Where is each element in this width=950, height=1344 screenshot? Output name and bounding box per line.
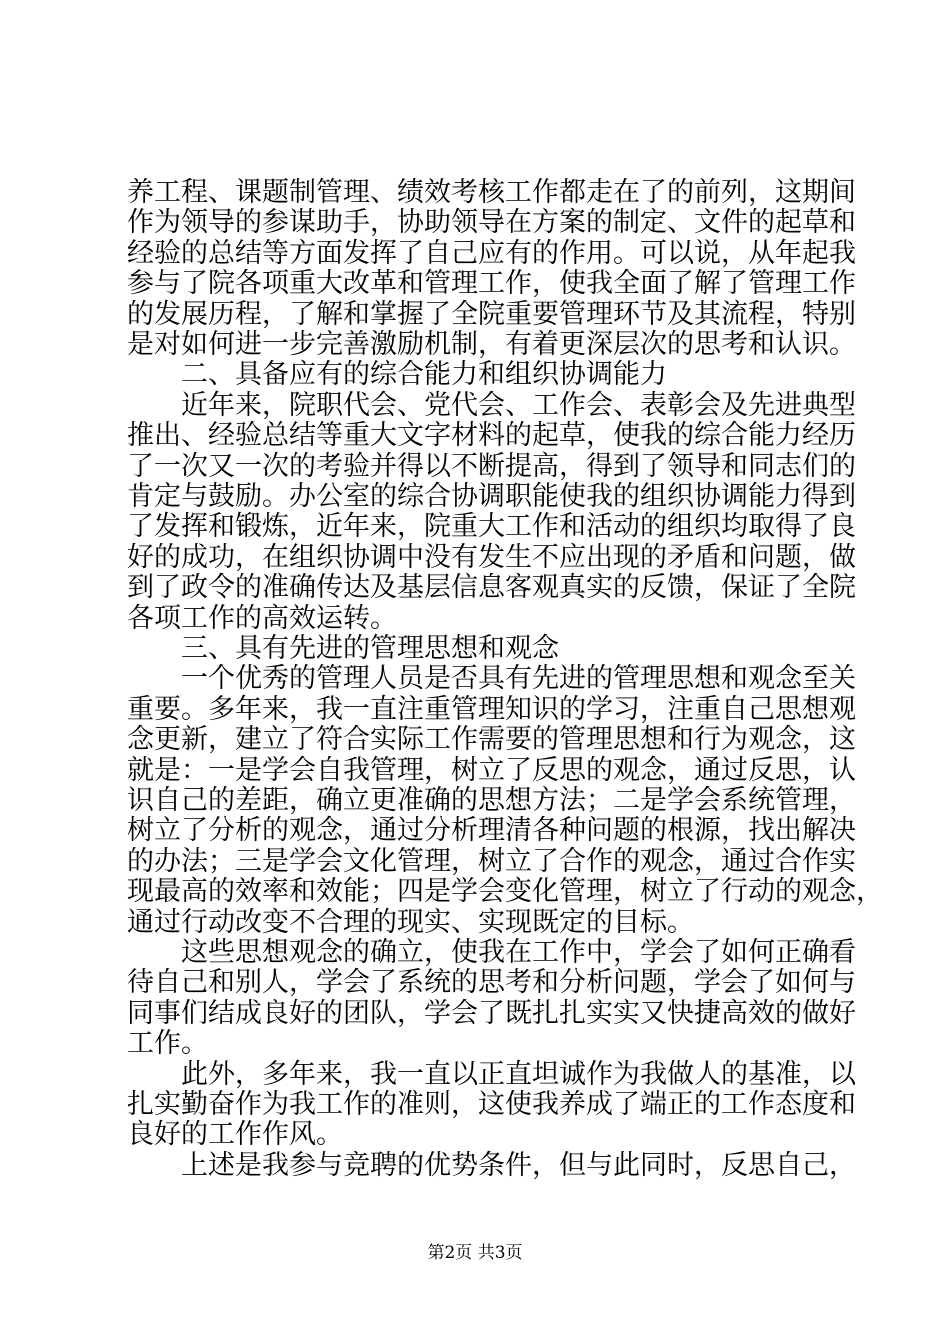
text-line: 各项工作的高效运转。 bbox=[127, 603, 397, 634]
text-line: 是对如何进一步完善激励机制，有着更深层次的思考和认识。 bbox=[127, 329, 856, 360]
text-line: 现最高的效率和效能；四是学会变化管理，树立了行动的观念， bbox=[127, 876, 883, 907]
text-line: 待自己和别人，学会了系统的思考和分析问题，学会了如何与 bbox=[127, 967, 856, 998]
text-line: 上述是我参与竞聘的优势条件，但与此同时，反思自己， bbox=[181, 1150, 856, 1181]
text-line: 工作。 bbox=[127, 1028, 208, 1059]
text-line: 作为领导的参谋助手，协助领导在方案的制定、文件的起草和 bbox=[127, 207, 856, 238]
section-heading: 三、具有先进的管理思想和观念 bbox=[181, 633, 559, 664]
text-line: 扎实勤奋作为我工作的准则，这使我养成了端正的工作态度和 bbox=[127, 1089, 856, 1120]
text-line: 念更新，建立了符合实际工作需要的管理思想和行为观念，这 bbox=[127, 724, 856, 755]
text-line: 这些思想观念的确立，使我在工作中，学会了如何正确看 bbox=[181, 937, 856, 968]
text-line: 良好的工作作风。 bbox=[127, 1119, 343, 1150]
text-line: 的办法；三是学会文化管理，树立了合作的观念，通过合作实 bbox=[127, 846, 856, 877]
text-line: 推出、经验总结等重大文字材料的起草，使我的综合能力经历 bbox=[127, 420, 856, 451]
text-line: 就是：一是学会自我管理，树立了反思的观念，通过反思，认 bbox=[127, 755, 856, 786]
text-line: 的发展历程，了解和掌握了全院重要管理环节及其流程，特别 bbox=[127, 299, 856, 330]
text-line: 好的成功，在组织协调中没有发生不应出现的矛盾和问题，做 bbox=[127, 542, 856, 573]
text-line: 了一次又一次的考验并得以不断提高，得到了领导和同志们的 bbox=[127, 451, 856, 482]
text-line: 经验的总结等方面发挥了自己应有的作用。可以说，从年起我 bbox=[127, 238, 856, 269]
text-line: 参与了院各项重大改革和管理工作，使我全面了解了管理工作 bbox=[127, 268, 856, 299]
text-line: 同事们结成良好的团队，学会了既扎扎实实又快捷高效的做好 bbox=[127, 998, 856, 1029]
section-heading: 二、具备应有的综合能力和组织协调能力 bbox=[181, 359, 667, 390]
text-line: 树立了分析的观念，通过分析理清各种问题的根源，找出解决 bbox=[127, 815, 856, 846]
page-footer: 第2页 共3页 bbox=[427, 1243, 523, 1263]
text-line: 通过行动改变不合理的现实、实现既定的目标。 bbox=[127, 907, 694, 938]
text-line: 到了政令的准确传达及基层信息客观真实的反馈，保证了全院 bbox=[127, 572, 856, 603]
text-line: 近年来，院职代会、党代会、工作会、表彰会及先进典型 bbox=[181, 390, 856, 421]
text-line: 一个优秀的管理人员是否具有先进的管理思想和观念至关 bbox=[181, 663, 856, 694]
text-line: 了发挥和锻炼，近年来，院重大工作和活动的组织均取得了良 bbox=[127, 511, 856, 542]
text-line: 识自己的差距，确立更准确的思想方法；二是学会系统管理， bbox=[127, 785, 856, 816]
text-line: 肯定与鼓励。办公室的综合协调职能使我的组织协调能力得到 bbox=[127, 481, 856, 512]
text-line: 重要。多年来，我一直注重管理知识的学习，注重自己思想观 bbox=[127, 694, 856, 725]
text-line: 此外，多年来，我一直以正直坦诚作为我做人的基准，以 bbox=[181, 1059, 856, 1090]
text-line: 养工程、课题制管理、绩效考核工作都走在了的前列，这期间 bbox=[127, 177, 856, 208]
